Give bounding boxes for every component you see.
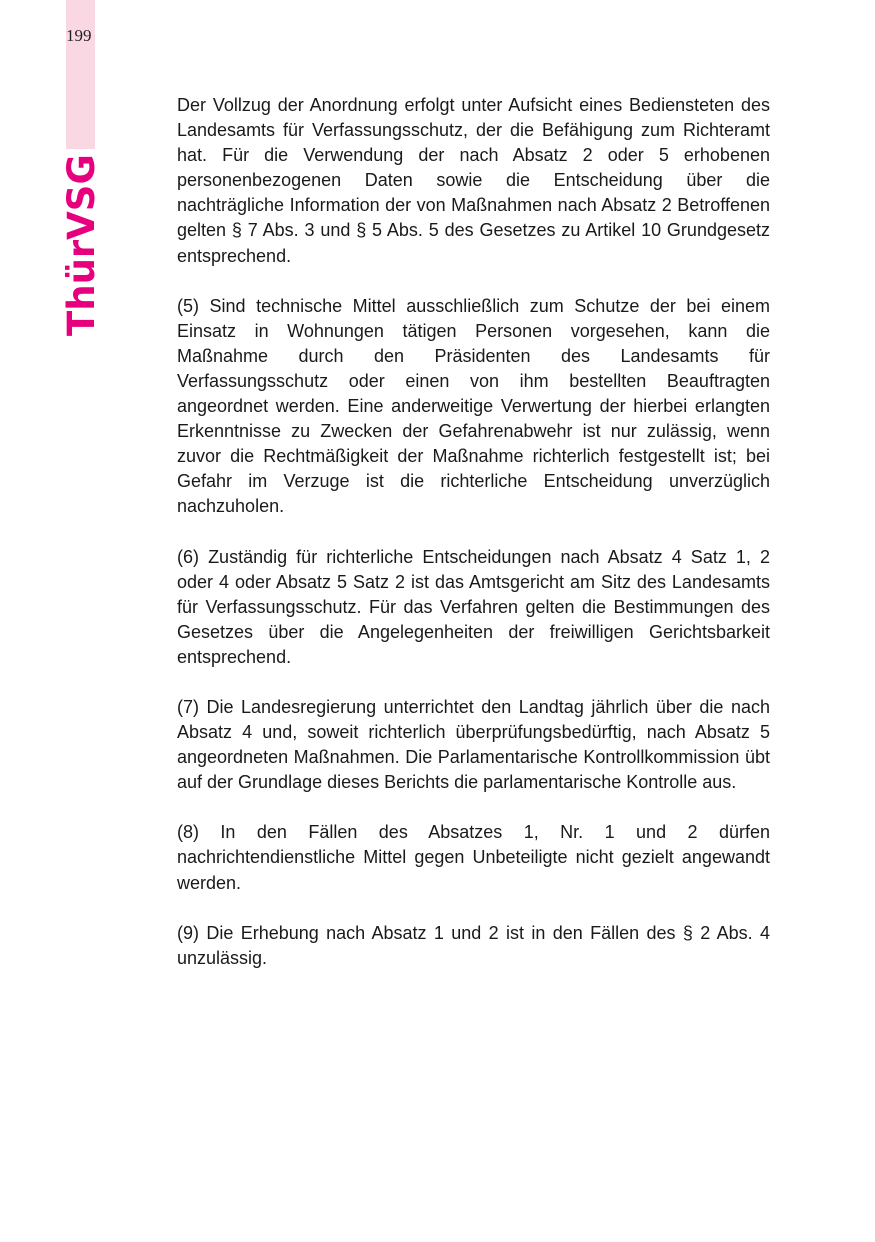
paragraph-6: (6) Zuständig für richterliche Entscheidungen nach Absatz 4 Satz 1, 2 oder 4 oder Absatz 5 Satz 2 ist das Amtsgericht am Sitz des Landesamts für Verfassungsschutz. Für das Verfahren gelten die Bestimmungen des Gesetzes über die Angelegenheiten der freiwilligen Gerichtsbarkeit entsprechend.: [177, 546, 770, 667]
paragraph-8: (8) In den Fällen des Absatzes 1, Nr. 1 und 2 dürfen nachrichtendienstliche Mittel gegen Unbeteiligte nicht gezielt angewandt werden.: [177, 822, 770, 893]
paragraph-9: (9) Die Erhebung nach Absatz 1 und 2 ist in den Fällen des § 2 Abs. 4 unzulässig.: [177, 922, 770, 968]
paragraph-7: (7) Die Landesregierung unterrichtet den Landtag jährlich über die nach Absatz 4 und, soweit richterlich überprüfungsbedürftig, nach Absatz 5 angeordneten Maßnahmen. Die Parlamentarische Kontrollkommission übt auf der Grundlage dieses Berichts die parlamentarische Kontrolle aus.: [177, 696, 770, 793]
document-body: [177, 93, 770, 996]
side-title: ThürVSG: [60, 154, 103, 336]
page-number: 199: [66, 26, 92, 45]
paragraph-5: (5) Sind technische Mittel ausschließlich zum Schutze der bei einem Einsatz in Wohnungen tätigen Personen vorgesehen, kann die Maßnahme durch den Präsidenten des Landesamts für Verfassungsschutz oder einen von ihm bestellten Beauftragten angeordnet werden. Eine anderweitige Verwertung der hierbei erlangten Erkenntnisse zu Zwecken der Gefahrenabwehr ist nur zulässig, wenn zuvor die Rechtmäßigkeit der Maßnahme richterlich festgestellt ist; bei Gefahr im Verzuge ist die richterliche Entscheidung unverzüglich nachzuholen.: [177, 295, 770, 517]
section-tab-marker: [66, 0, 95, 149]
paragraph: Der Vollzug der Anordnung erfolgt unter Aufsicht eines Bediensteten des Landesamts für Verfassungsschutz, der die Befähigung zum Richteramt hat. Für die Verwendung der nach Absatz 2 oder 5 erhobenen personenbezogenen Daten sowie die Entscheidung über die nachträgliche Information der von Maßnahmen nach Absatz 2 Betroffenen gelten § 7 Abs. 3 und § 5 Abs. 5 des Gesetzes zu Artikel 10 Grundgesetz entsprechend.: [177, 95, 770, 266]
